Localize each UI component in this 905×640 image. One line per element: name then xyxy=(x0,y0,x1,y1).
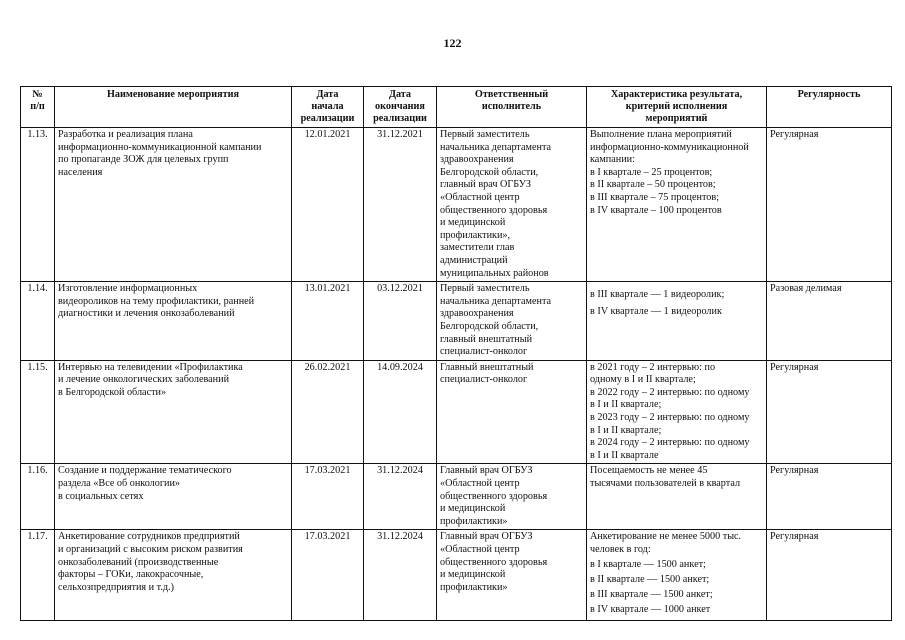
activity-name: Создание и поддержание тематического раздела «Все об онкологии» в социальных сетях xyxy=(55,464,292,530)
executor: Главный внештатный специалист-онколог xyxy=(437,360,587,464)
table-row xyxy=(21,530,892,621)
table-row xyxy=(21,282,892,361)
activity-name: Интервью на телевидении «Профилактика и лечение онкологических заболеваний в Белгородской области» xyxy=(55,360,292,464)
end-date: 31.12.2024 xyxy=(364,464,437,530)
table-row xyxy=(21,464,892,530)
regularity: Разовая делимая xyxy=(767,282,892,361)
regularity: Регулярная xyxy=(767,530,892,621)
header-num: № п/п xyxy=(21,87,55,128)
result-criteria: в III квартале — 1 видеоролик; в IV квартале — 1 видеоролик xyxy=(587,282,767,361)
executor: Первый заместитель начальника департамента здравоохранения Белгородской области, главный врач ОГБУЗ «Областной центр общественного здоровья и медицинской профилактики», заместители глав администраций муниципальных районов xyxy=(437,128,587,282)
activity-name: Разработка и реализация плана информационно-коммуникационной кампании по пропаганде ЗОЖ для целевых групп населения xyxy=(55,128,292,282)
header-start-date: Дата начала реализации xyxy=(292,87,364,128)
result-criteria: Посещаемость не менее 45 тысячами пользователей в квартал xyxy=(587,464,767,530)
start-date: 13.01.2021 xyxy=(292,282,364,361)
result-criteria: Анкетирование не менее 5000 тыс. человек в год: в I квартале — 1500 анкет; в II квартале — 1500 анкет; в III квартале — 1500 анкет; в IV квартале — 1000 анкет xyxy=(587,530,767,621)
start-date: 17.03.2021 xyxy=(292,530,364,621)
activity-name: Изготовление информационных видеороликов на тему профилактики, ранней диагностики и лечения онкозаболеваний xyxy=(55,282,292,361)
executor: Главный врач ОГБУЗ «Областной центр общественного здоровья и медицинской профилактики» xyxy=(437,464,587,530)
regularity: Регулярная xyxy=(767,464,892,530)
end-date: 31.12.2024 xyxy=(364,530,437,621)
regularity: Регулярная xyxy=(767,360,892,464)
end-date: 03.12.2021 xyxy=(364,282,437,361)
result-criteria: в 2021 году – 2 интервью: по одному в I и II квартале; в 2022 году – 2 интервью: по одному в I и II квартале; в 2023 году – 2 интервью: по одному в I и II квартале; в 2024 году – 2 интервью: по одному в I и II квартале xyxy=(587,360,767,464)
executor: Главный врач ОГБУЗ «Областной центр общественного здоровья и медицинской профилактики» xyxy=(437,530,587,621)
row-number: 1.15. xyxy=(21,360,55,464)
end-date: 31.12.2021 xyxy=(364,128,437,282)
header-name: Наименование мероприятия xyxy=(55,87,292,128)
end-date: 14.09.2024 xyxy=(364,360,437,464)
header-result: Характеристика результата, критерий исполнения мероприятий xyxy=(587,87,767,128)
page-number: 122 xyxy=(443,36,462,50)
table-row xyxy=(21,360,892,464)
activities-table xyxy=(20,86,892,621)
header-regularity: Регулярность xyxy=(767,87,892,128)
start-date: 12.01.2021 xyxy=(292,128,364,282)
start-date: 17.03.2021 xyxy=(292,464,364,530)
header-row xyxy=(21,87,892,128)
row-number: 1.17. xyxy=(21,530,55,621)
row-number: 1.13. xyxy=(21,128,55,282)
regularity: Регулярная xyxy=(767,128,892,282)
start-date: 26.02.2021 xyxy=(292,360,364,464)
row-number: 1.14. xyxy=(21,282,55,361)
header-end-date: Дата окончания реализации xyxy=(364,87,437,128)
result-criteria: Выполнение плана мероприятий информационно-коммуникационной кампании: в I квартале – 25 процентов; в II квартале – 50 процентов; в III квартале – 75 процентов; в IV квартале – 100 процентов xyxy=(587,128,767,282)
activity-name: Анкетирование сотрудников предприятий и организаций с высоким риском развития онкозаболеваний (производственные факторы – ГОКи, лакокрасочные, сельхозпредприятия и т.д.) xyxy=(55,530,292,621)
row-number: 1.16. xyxy=(21,464,55,530)
header-executor: Ответственный исполнитель xyxy=(437,87,587,128)
table-row xyxy=(21,128,892,282)
executor: Первый заместитель начальника департамента здравоохранения Белгородской области, главный внештатный специалист-онколог xyxy=(437,282,587,361)
